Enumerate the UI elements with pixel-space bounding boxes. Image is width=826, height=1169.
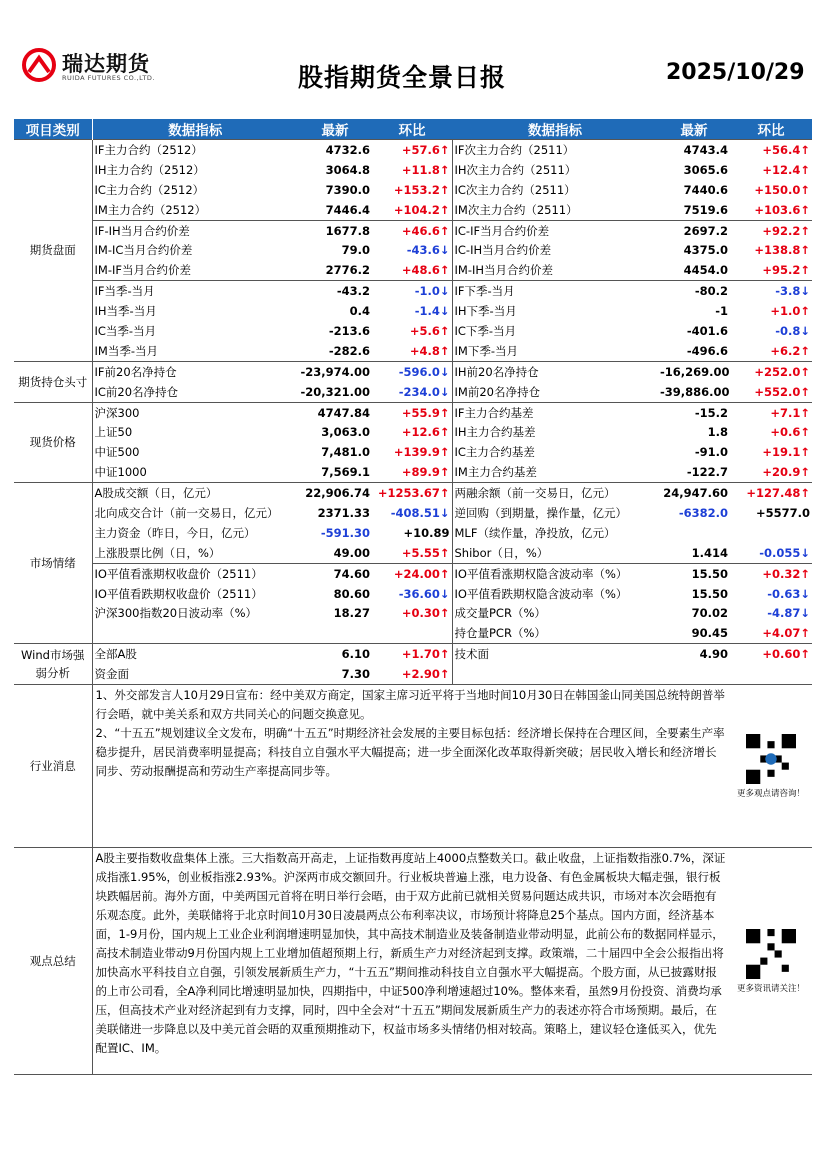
indicator-name: IM下季-当月 xyxy=(454,343,518,358)
table-row xyxy=(14,664,812,684)
indicator-name: 沪深300指数20日波动率（%） xyxy=(94,606,258,621)
table-header-row xyxy=(14,119,812,140)
indicator-name: IO平值看跌期权收盘价（2511） xyxy=(94,586,263,601)
indicator-name: IM主力合约（2512） xyxy=(94,202,207,217)
indicator-name: IC主力合约（2512） xyxy=(94,182,205,197)
indicator-name: IF主力合约基差 xyxy=(452,402,658,422)
change-value: -36.60↓ xyxy=(372,584,452,604)
latest-value: 4454.0 xyxy=(683,263,728,278)
indicator-name: 成交量PCR（%） xyxy=(454,606,546,621)
indicator-name xyxy=(452,664,658,684)
change-value: +12.4↑ xyxy=(762,162,810,177)
col-header-change: 环比 xyxy=(372,119,452,140)
indicator-name: IF次主力合约（2511） xyxy=(452,140,658,160)
table-row xyxy=(14,644,812,664)
indicator-name: IH主力合约（2512） xyxy=(94,162,205,177)
indicator-name: IC次主力合约（2511） xyxy=(454,182,576,197)
latest-value xyxy=(658,523,730,543)
latest-value: 1.414 xyxy=(691,545,728,560)
latest-value: -23,974.00 xyxy=(298,361,372,381)
change-value: -234.0↓ xyxy=(372,382,452,402)
table-row xyxy=(14,301,812,321)
indicator-name: IM当季-当月 xyxy=(94,343,158,358)
latest-value xyxy=(658,664,730,684)
latest-value: 1677.8 xyxy=(298,220,372,240)
indicator-name: MLF（续作量，净投放，亿元） xyxy=(454,525,616,540)
table-row xyxy=(14,462,812,482)
latest-value: -16,269.00 xyxy=(658,361,730,381)
latest-value: 4.90 xyxy=(658,644,730,664)
category-cell: Wind市场强弱分析 xyxy=(14,644,92,685)
change-value: +5.6↑ xyxy=(372,321,452,341)
category-cell: 期货持仓头寸 xyxy=(14,361,92,402)
report-date: 2025/10/29 xyxy=(666,60,805,85)
indicator-name: IC当季-当月 xyxy=(94,323,157,338)
latest-value: -91.0 xyxy=(694,445,728,460)
indicator-name: 两融余额（前一交易日，亿元） xyxy=(452,483,658,503)
latest-value: 15.50 xyxy=(691,586,728,601)
change-value: -1.4↓ xyxy=(372,301,452,321)
qr-cell xyxy=(730,685,812,848)
category-cell: 现货价格 xyxy=(14,402,92,483)
indicator-name: IF当季-当月 xyxy=(92,281,298,301)
indicator-name: IO平值看涨期权隐含波动率（%） xyxy=(452,563,658,583)
latest-value: 2776.2 xyxy=(325,263,370,278)
indicator-name: IC下季-当月 xyxy=(454,323,517,338)
latest-value: 22,906.74 xyxy=(298,483,372,503)
table-row xyxy=(14,543,812,563)
change-value xyxy=(730,664,812,684)
indicator-name: IH当季-当月 xyxy=(94,304,157,319)
indicator-name: IF主力合约（2512） xyxy=(92,140,298,160)
change-value: -4.87↓ xyxy=(767,606,810,621)
qr-code-icon xyxy=(746,929,796,979)
table-row xyxy=(14,341,812,361)
change-value: +127.48↑ xyxy=(730,483,812,503)
table-row xyxy=(14,240,812,260)
category-cell: 市场情绪 xyxy=(14,483,92,644)
change-value: +6.2↑ xyxy=(770,343,810,358)
latest-value: -39,886.00 xyxy=(660,384,730,399)
latest-value: 49.00 xyxy=(333,545,370,560)
viewpoint-row xyxy=(14,848,812,1075)
change-value: +46.6↑ xyxy=(372,220,452,240)
latest-value: 90.45 xyxy=(691,626,728,641)
change-value: -408.51↓ xyxy=(372,503,452,523)
change-value: +20.9↑ xyxy=(762,465,810,480)
indicator-name xyxy=(92,623,298,643)
table-row xyxy=(14,180,812,200)
latest-value: 4375.0 xyxy=(683,243,728,258)
change-value: +7.1↑ xyxy=(730,402,812,422)
category-cell: 行业消息 xyxy=(14,685,92,848)
change-value: -0.8↓ xyxy=(775,323,810,338)
indicator-name: 沪深300 xyxy=(92,402,298,422)
latest-value: -401.6 xyxy=(686,323,728,338)
indicator-name: 上涨股票比例（日，%） xyxy=(94,545,221,560)
change-value: +1.70↑ xyxy=(372,644,452,664)
change-value: +95.2↑ xyxy=(762,263,810,278)
table-row xyxy=(14,603,812,623)
indicator-name: IH主力合约基差 xyxy=(454,425,536,440)
indicator-name: IH下季-当月 xyxy=(454,304,517,319)
change-value: +19.1↑ xyxy=(762,445,810,460)
latest-value: -6382.0 xyxy=(678,505,728,520)
industry-news-row xyxy=(14,685,812,848)
col-header-category: 项目类别 xyxy=(14,119,92,140)
change-value: +57.6↑ xyxy=(372,140,452,160)
indicator-name: 中证1000 xyxy=(94,465,147,480)
latest-value: 7.30 xyxy=(341,667,370,682)
latest-value: 15.50 xyxy=(658,563,730,583)
col-header-latest: 最新 xyxy=(298,119,372,140)
qr-caption: 更多观点请咨询！ xyxy=(736,788,805,799)
change-value: +0.6↑ xyxy=(770,425,810,440)
table-row xyxy=(14,584,812,604)
latest-value: 4732.6 xyxy=(298,140,372,160)
table-row xyxy=(14,200,812,220)
table-row xyxy=(14,503,812,523)
news-paragraph-2: 2、“十五五”规划建议全文发布，明确“十五五”时期经济社会发展的主要目标包括：经济增长保持在合理区间，全要素生产率稳步提升，居民消费率明显提高；科技自立自强水平大幅提高；进一步全面深化改革取得新突破；居民收入增长和经济增长同步、劳动报酬提高和劳动生产率提高同步等。 xyxy=(95,726,725,779)
latest-value: 18.27 xyxy=(333,606,370,621)
latest-value: -43.2 xyxy=(298,281,372,301)
indicator-name: IC-IF当月合约价差 xyxy=(452,220,658,240)
page-title: 股指期货全景日报 xyxy=(298,63,507,92)
change-value: +55.9↑ xyxy=(372,402,452,422)
latest-value: 7390.0 xyxy=(325,182,370,197)
change-value: +150.0↑ xyxy=(754,182,810,197)
indicator-name: IO平值看跌期权隐含波动率（%） xyxy=(454,586,628,601)
change-value: +48.6↑ xyxy=(372,260,452,280)
change-value: +138.8↑ xyxy=(754,243,810,258)
table-row xyxy=(14,523,812,543)
table-row xyxy=(14,422,812,442)
latest-value: 70.02 xyxy=(691,606,728,621)
table-row xyxy=(14,563,812,583)
news-paragraph-1: 1、外交部发言人10月29日宣布：经中美双方商定，国家主席习近平将于当地时间10月30日在韩国釜山同美国总统特朗普举行会晤，就中美关系和双方共同关心的问题交换意见。 xyxy=(95,688,725,722)
change-value: +104.2↑ xyxy=(372,200,452,220)
change-value xyxy=(730,523,812,543)
indicator-name: IH前20名净持仓 xyxy=(452,361,658,381)
table-row xyxy=(14,402,812,422)
indicator-name: IM-IH当月合约价差 xyxy=(454,263,554,278)
ruida-logo-icon xyxy=(22,48,56,82)
latest-value: 3065.6 xyxy=(683,162,728,177)
change-value xyxy=(372,623,452,643)
company-name-en: RUIDA FUTURES CO.,LTD. xyxy=(62,74,155,82)
indicator-name: IF前20名净持仓 xyxy=(92,361,298,381)
change-value: +0.30↑ xyxy=(372,603,452,623)
table-row xyxy=(14,160,812,180)
change-value: +1253.67↑ xyxy=(372,483,452,503)
latest-value: 79.0 xyxy=(341,243,370,258)
latest-value: 1.8 xyxy=(707,425,728,440)
latest-value: 24,947.60 xyxy=(658,483,730,503)
indicator-name: 中证500 xyxy=(94,445,140,460)
table-row xyxy=(14,442,812,462)
latest-value: -496.6 xyxy=(686,343,728,358)
change-value: +4.8↑ xyxy=(372,341,452,361)
change-value: +10.89 xyxy=(372,523,452,543)
indicator-name: Shibor（日，%） xyxy=(454,545,549,560)
latest-value: -80.2 xyxy=(658,281,730,301)
indicator-name: 主力资金（昨日，今日，亿元） xyxy=(94,525,256,540)
change-value: +0.32↑ xyxy=(730,563,812,583)
latest-value: -15.2 xyxy=(658,402,730,422)
indicator-name: IC主力合约基差 xyxy=(454,445,535,460)
latest-value: 7446.4 xyxy=(325,202,370,217)
indicator-name: IF-IH当月合约价差 xyxy=(92,220,298,240)
latest-value: 2697.2 xyxy=(658,220,730,240)
latest-value: -1 xyxy=(715,304,728,319)
qr-cell xyxy=(730,848,812,1075)
change-value: -0.63↓ xyxy=(767,586,810,601)
indicator-name: IC-IH当月合约价差 xyxy=(454,243,552,258)
indicator-name: 逆回购（到期量，操作量，亿元） xyxy=(454,505,627,520)
latest-value: -591.30 xyxy=(320,525,370,540)
change-value: -43.6↓ xyxy=(372,240,452,260)
industry-news-text xyxy=(92,685,730,848)
indicator-name: IC前20名净持仓 xyxy=(94,384,179,399)
change-value: +89.9↑ xyxy=(372,462,452,482)
latest-value: 3064.8 xyxy=(325,162,370,177)
table-row xyxy=(14,623,812,643)
viewpoint-text: A股主要指数收盘集体上涨。三大指数高开高走，上证指数再度站上4000点整数关口。截止收盘，上证指数指涨0.7%，深证成指涨1.95%，创业板指涨2.93%。沪深两市成交额回升。行业板块普遍上涨，电力设备、有色金属板块大幅走强，银行板块跌幅居前。海外方面，中美两国元首将在明日举行会晤，由于双方此前已就相关贸易问题达成共识，市场对本次会晤抱有乐观态度。此外，美联储将于北京时间10月30日凌晨两点公布利率决议，市场预计将降息25个基点。国内方面，经济基本面，1-9月份，国内规上工业企业利润增速明显加快，其中高技术制造业及装备制造业带动明显，此前公布的数据同样显示，高技术制造业带动9月份国内规上工业增加值超预期上行，新质生产力对经济起到支撑。政策端，二十届四中全会公报指出将加快高水平科技自立自强，引领发展新质生产力，“十五五”期间推动科技自立自强水平大幅提高。个股方面，从已披露财报的上市公司看，全A净利同比增速明显加快，四期指中，中证500净利增速超过10%。整体来看，虽然9月份投资、消费均承压，但高技术产业对经济起到有力支撑，同时，四中全会对“十五五”期间发展新质生产力的表述亦符合市场预期。最后，在美联储进一步降息以及中美元首会晤的双重预期推动下，权益市场多头情绪仍相对较高。策略上，建议轻仓逢低买入，优先配置IC、IM。 xyxy=(92,848,730,1075)
table-row xyxy=(14,361,812,381)
table-row xyxy=(14,220,812,240)
latest-value: -20,321.00 xyxy=(300,384,370,399)
change-value: +153.2↑ xyxy=(372,180,452,200)
latest-value: 4747.84 xyxy=(298,402,372,422)
change-value: +103.6↑ xyxy=(754,202,810,217)
latest-value: 4743.4 xyxy=(658,140,730,160)
latest-value: 2371.33 xyxy=(317,505,370,520)
col-header-change-2: 环比 xyxy=(730,119,812,140)
change-value: +252.0↑ xyxy=(730,361,812,381)
table-row xyxy=(14,483,812,503)
change-value: +5.55↑ xyxy=(372,543,452,563)
indicator-name: 资金面 xyxy=(94,667,129,682)
latest-value: 80.60 xyxy=(333,586,370,601)
indicator-name: 技术面 xyxy=(452,644,658,664)
category-cell: 期货盘面 xyxy=(14,140,92,362)
change-value: +92.2↑ xyxy=(730,220,812,240)
category-cell: 观点总结 xyxy=(14,848,92,1075)
latest-value: 7519.6 xyxy=(683,202,728,217)
table-row xyxy=(14,140,812,160)
change-value: -0.055↓ xyxy=(759,545,810,560)
indicator-name: 全部A股 xyxy=(92,644,298,664)
latest-value: -282.6 xyxy=(328,343,370,358)
change-value: +56.4↑ xyxy=(730,140,812,160)
table-row xyxy=(14,321,812,341)
change-value: +5577.0 xyxy=(755,505,810,520)
indicator-name: IM主力合约基差 xyxy=(454,465,537,480)
indicator-name: IM-IC当月合约价差 xyxy=(94,243,193,258)
col-header-indicator: 数据指标 xyxy=(92,119,298,140)
change-value: +552.0↑ xyxy=(754,384,810,399)
indicator-name: 持仓量PCR（%） xyxy=(454,626,546,641)
latest-value: 7,569.1 xyxy=(321,465,370,480)
change-value: +11.8↑ xyxy=(372,160,452,180)
latest-value: -213.6 xyxy=(328,323,370,338)
indicator-name: IF下季-当月 xyxy=(452,281,658,301)
latest-value: 0.4 xyxy=(349,304,370,319)
latest-value: 7,481.0 xyxy=(321,445,370,460)
latest-value: 3,063.0 xyxy=(321,425,370,440)
latest-value: 6.10 xyxy=(298,644,372,664)
latest-value: 7440.6 xyxy=(683,182,728,197)
change-value: +24.00↑ xyxy=(372,563,452,583)
col-header-latest-2: 最新 xyxy=(658,119,730,140)
latest-value: 74.60 xyxy=(298,563,372,583)
indicator-name: 上证50 xyxy=(94,425,133,440)
change-value: +12.6↑ xyxy=(372,422,452,442)
col-header-indicator-2: 数据指标 xyxy=(452,119,658,140)
indicator-name: IM-IF当月合约价差 xyxy=(94,263,191,278)
change-value: +2.90↑ xyxy=(372,664,452,684)
qr-caption: 更多资讯请关注！ xyxy=(736,983,805,994)
change-value: -596.0↓ xyxy=(372,361,452,381)
qr-code-icon xyxy=(746,734,796,784)
change-value: +4.07↑ xyxy=(762,626,810,641)
indicator-name: 北向成交合计（前一交易日，亿元） xyxy=(94,505,279,520)
indicator-name: IH次主力合约（2511） xyxy=(454,162,577,177)
latest-value xyxy=(298,623,372,643)
indicator-name: IM次主力合约（2511） xyxy=(454,202,578,217)
change-value: +1.0↑ xyxy=(770,304,810,319)
page-header xyxy=(0,0,826,110)
change-value: -3.8↓ xyxy=(730,281,812,301)
indicator-name: IO平值看涨期权收盘价（2511） xyxy=(92,563,298,583)
table-row xyxy=(14,260,812,280)
indicator-name: A股成交额（日，亿元） xyxy=(92,483,298,503)
table-row xyxy=(14,382,812,402)
change-value: +0.60↑ xyxy=(730,644,812,664)
change-value: +139.9↑ xyxy=(372,442,452,462)
table-row xyxy=(14,281,812,301)
indicator-name: IM前20名净持仓 xyxy=(454,384,540,399)
data-table xyxy=(14,119,812,1075)
latest-value: -122.7 xyxy=(686,465,728,480)
company-name: 瑞达期货 xyxy=(62,52,150,76)
change-value: -1.0↓ xyxy=(372,281,452,301)
